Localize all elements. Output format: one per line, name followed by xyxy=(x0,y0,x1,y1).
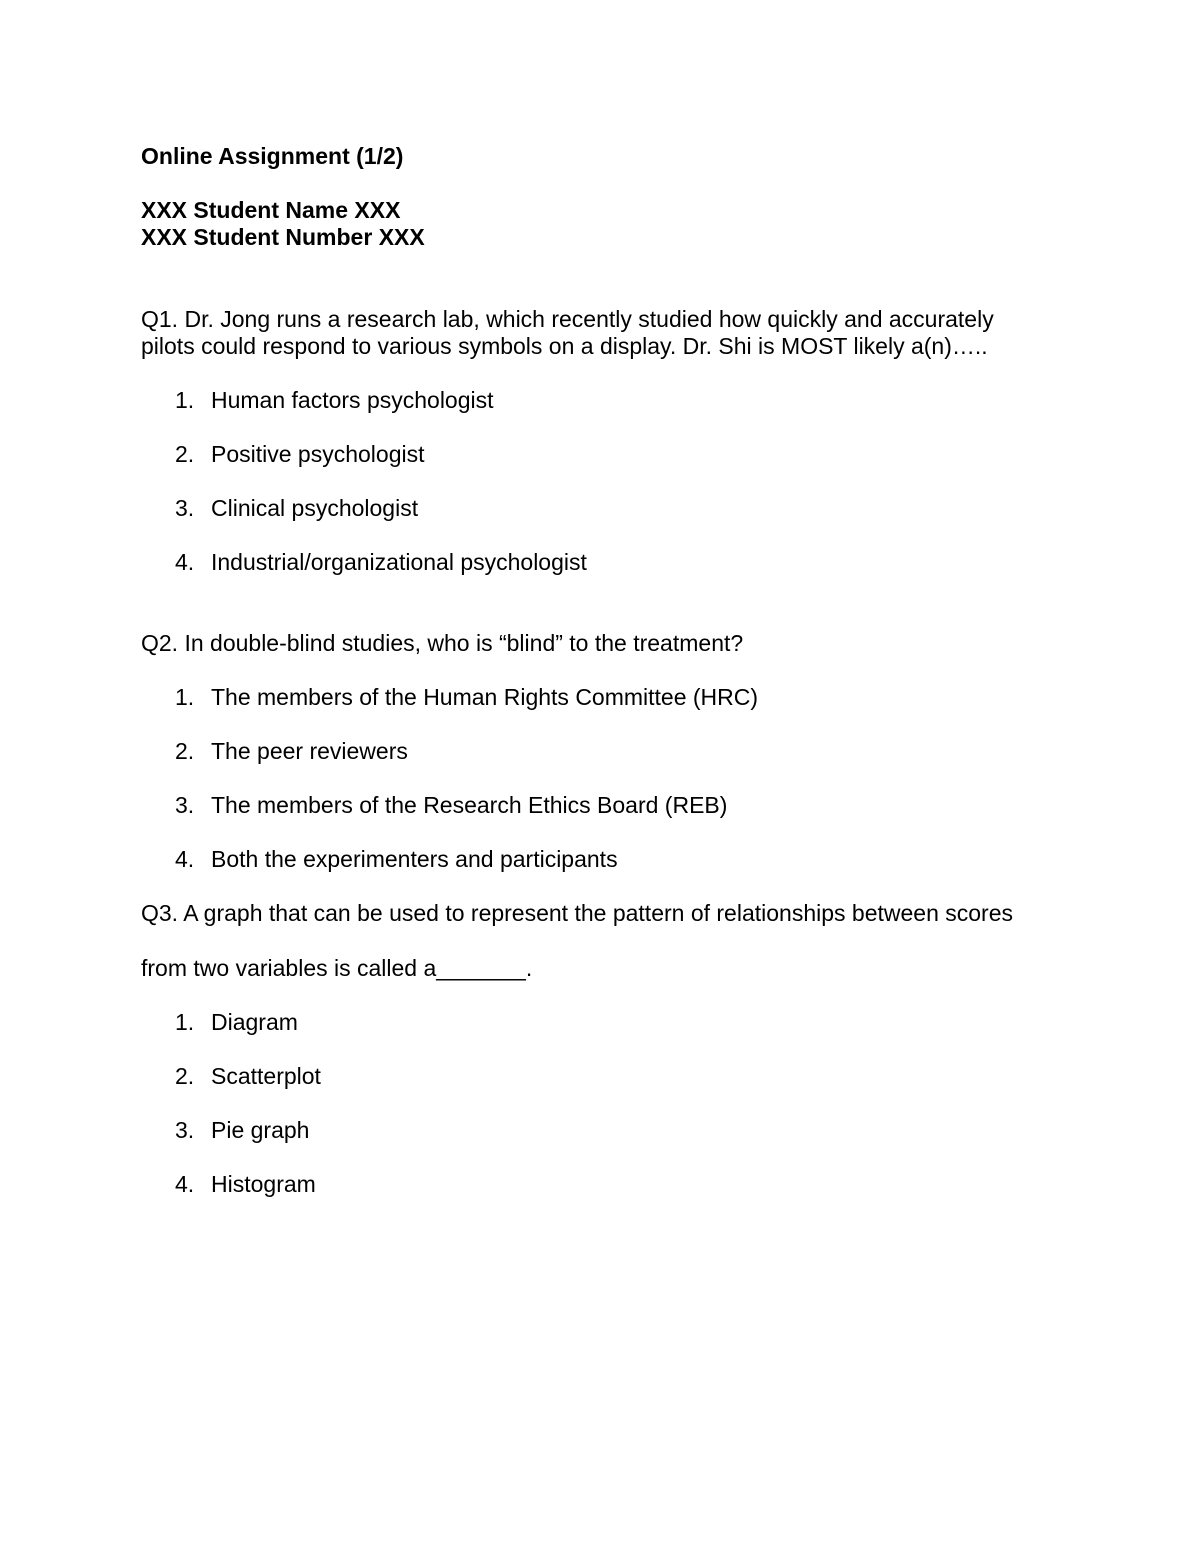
question-3-line-2: from two variables is called a_______. xyxy=(141,955,533,981)
option-text: Industrial/organizational psychologist xyxy=(211,549,587,575)
option-number: 3. xyxy=(175,792,195,818)
student-number: XXX Student Number XXX xyxy=(141,224,425,250)
option-number: 2. xyxy=(175,738,195,764)
option-text: The members of the Research Ethics Board (REB) xyxy=(211,792,728,818)
option-number: 2. xyxy=(175,441,195,467)
option-text: Both the experimenters and participants xyxy=(211,846,618,872)
option-text: Human factors psychologist xyxy=(211,387,494,413)
option-number: 2. xyxy=(175,1063,195,1089)
option-text: The members of the Human Rights Committee (HRC) xyxy=(211,684,759,710)
option-text: Scatterplot xyxy=(211,1063,321,1089)
question-1-line-2: pilots could respond to various symbols on a display. Dr. Shi is MOST likely a(n)….. xyxy=(141,333,988,359)
option-number: 4. xyxy=(175,549,195,575)
assignment-title: Online Assignment (1/2) xyxy=(141,143,404,169)
option-text: Diagram xyxy=(211,1009,298,1035)
option-text: Clinical psychologist xyxy=(211,495,419,521)
option-text: Histogram xyxy=(211,1171,316,1197)
student-name: XXX Student Name XXX xyxy=(141,197,401,223)
question-3-line-1: Q3. A graph that can be used to represent the pattern of relationships between scores xyxy=(141,900,1014,926)
option-number: 4. xyxy=(175,846,195,872)
question-2-line-1: Q2. In double-blind studies, who is “blind” to the treatment? xyxy=(141,630,744,656)
option-text: Positive psychologist xyxy=(211,441,425,467)
option-text: The peer reviewers xyxy=(211,738,408,764)
question-1-line-1: Q1. Dr. Jong runs a research lab, which recently studied how quickly and accurately xyxy=(141,306,994,332)
option-number: 4. xyxy=(175,1171,195,1197)
option-number: 3. xyxy=(175,495,195,521)
option-text: Pie graph xyxy=(211,1117,310,1143)
option-number: 1. xyxy=(175,684,195,710)
option-number: 3. xyxy=(175,1117,195,1143)
option-number: 1. xyxy=(175,1009,195,1035)
option-number: 1. xyxy=(175,387,195,413)
